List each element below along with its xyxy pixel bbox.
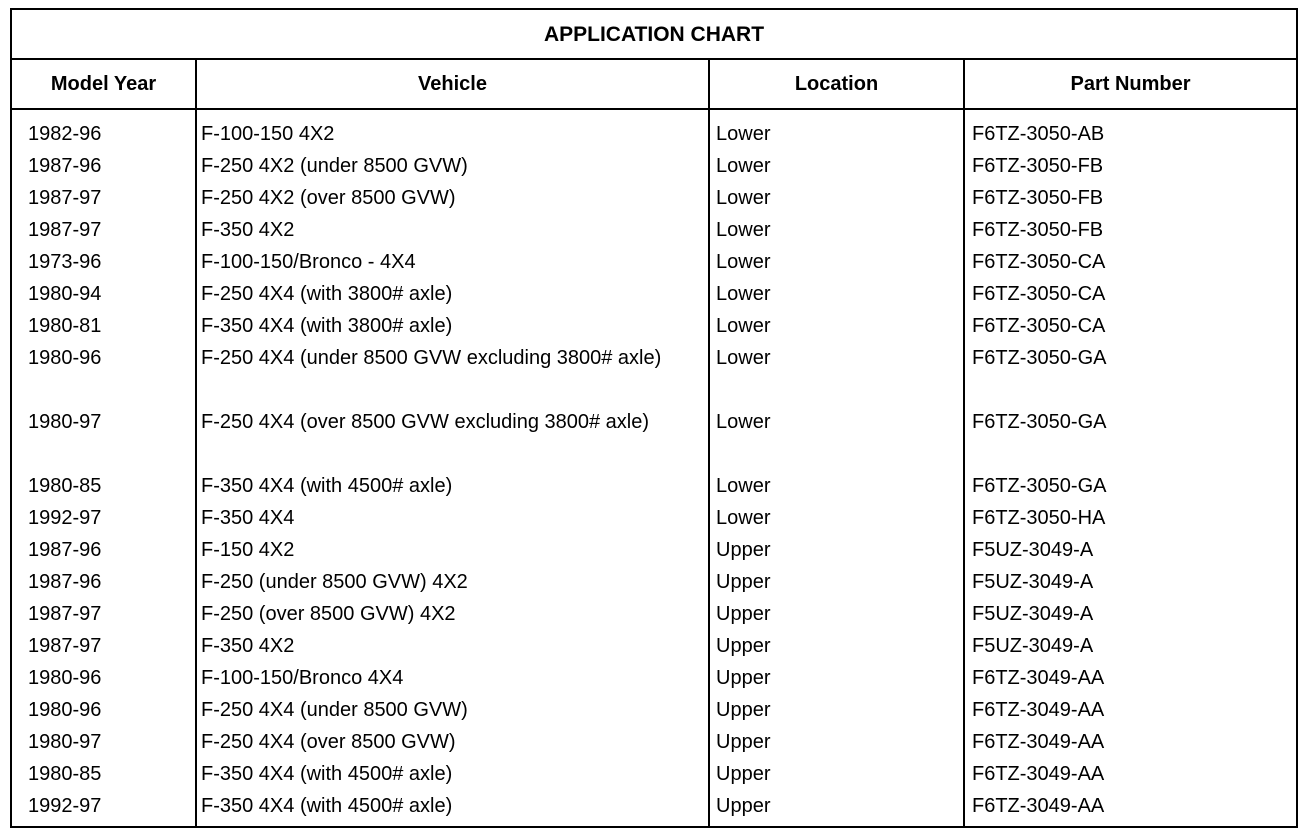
table-row — [12, 150, 1296, 182]
part-number-cell: F6TZ-3050-HA — [972, 507, 1106, 529]
location-cell: Upper — [716, 699, 771, 721]
table-row — [12, 662, 1296, 694]
table-row — [12, 246, 1296, 278]
header-vehicle: Vehicle — [418, 73, 487, 95]
model-year-cell: 1992-97 — [28, 795, 102, 817]
part-number-cell: F6TZ-3050-CA — [972, 251, 1106, 273]
application-chart-table — [10, 8, 1298, 828]
table-row — [12, 118, 1296, 150]
part-number-cell: F6TZ-3050-GA — [972, 475, 1107, 497]
vehicle-cell: F-350 4X4 (with 4500# axle) — [201, 475, 453, 497]
part-number-cell: F6TZ-3049-AA — [972, 763, 1105, 785]
header-model-year: Model Year — [50, 73, 157, 95]
table-row — [12, 534, 1296, 566]
vehicle-cell: F-350 4X2 — [201, 219, 295, 241]
part-number-cell: F5UZ-3049-A — [972, 571, 1094, 593]
table-row — [12, 502, 1296, 534]
vehicle-cell: F-350 4X4 (with 3800# axle) — [201, 315, 453, 337]
vehicle-cell: F-350 4X2 — [201, 635, 295, 657]
part-number-cell: F5UZ-3049-A — [972, 635, 1094, 657]
model-year-cell: 1980-94 — [28, 283, 102, 305]
table-row — [12, 406, 1296, 470]
part-number-cell: F5UZ-3049-A — [972, 603, 1094, 625]
vehicle-cell: F-250 4X4 (over 8500 GVW) — [201, 731, 456, 753]
table-row — [12, 566, 1296, 598]
table-row — [12, 342, 1296, 406]
part-number-cell: F6TZ-3050-AB — [972, 123, 1105, 145]
location-cell: Lower — [716, 251, 771, 273]
vehicle-cell: F-100-150/Bronco - 4X4 — [201, 251, 416, 273]
part-number-cell: F6TZ-3050-FB — [972, 219, 1104, 241]
vehicle-cell: F-350 4X4 — [201, 507, 295, 529]
table-row — [12, 182, 1296, 214]
part-number-cell: F6TZ-3050-GA — [972, 411, 1107, 433]
location-cell: Upper — [716, 635, 771, 657]
model-year-cell: 1980-85 — [28, 475, 102, 497]
model-year-cell: 1987-97 — [28, 219, 102, 241]
model-year-cell: 1973-96 — [28, 251, 102, 273]
model-year-cell: 1982-96 — [28, 123, 102, 145]
table-row — [12, 598, 1296, 630]
location-cell: Upper — [716, 763, 771, 785]
model-year-cell: 1980-96 — [28, 347, 102, 369]
location-cell: Lower — [716, 347, 771, 369]
part-number-cell: F6TZ-3049-AA — [972, 795, 1105, 817]
table-row — [12, 630, 1296, 662]
vehicle-cell: F-250 4X2 (over 8500 GVW) — [201, 187, 456, 209]
part-number-cell: F6TZ-3050-FB — [972, 155, 1104, 177]
location-cell: Lower — [716, 219, 771, 241]
table-body — [12, 118, 1296, 822]
model-year-cell: 1992-97 — [28, 507, 102, 529]
vehicle-cell: F-350 4X4 (with 4500# axle) — [201, 763, 453, 785]
model-year-cell: 1987-97 — [28, 635, 102, 657]
location-cell: Upper — [716, 795, 771, 817]
table-row — [12, 726, 1296, 758]
location-cell: Upper — [716, 731, 771, 753]
location-cell: Lower — [716, 283, 771, 305]
table-row — [12, 758, 1296, 790]
table-row — [12, 790, 1296, 822]
vehicle-cell: F-100-150 4X2 — [201, 123, 335, 145]
model-year-cell: 1987-96 — [28, 155, 102, 177]
model-year-cell: 1987-97 — [28, 603, 102, 625]
part-number-cell: F6TZ-3050-FB — [972, 187, 1104, 209]
vehicle-cell: F-250 (over 8500 GVW) 4X2 — [201, 603, 456, 625]
location-cell: Lower — [716, 315, 771, 337]
vehicle-cell: F-250 4X4 (under 8500 GVW) — [201, 699, 468, 721]
location-cell: Lower — [716, 507, 771, 529]
vehicle-cell: F-250 (under 8500 GVW) 4X2 — [201, 571, 468, 593]
table-row — [12, 470, 1296, 502]
location-cell: Upper — [716, 571, 771, 593]
model-year-cell: 1980-81 — [28, 315, 102, 337]
model-year-cell: 1980-97 — [28, 411, 102, 433]
location-cell: Lower — [716, 475, 771, 497]
table-header-row — [12, 60, 1296, 110]
model-year-cell: 1987-96 — [28, 571, 102, 593]
vehicle-cell: F-250 4X4 (over 8500 GVW excluding 3800# axle) — [201, 411, 650, 433]
vehicle-cell: F-100-150/Bronco 4X4 — [201, 667, 404, 689]
part-number-cell: F6TZ-3049-AA — [972, 667, 1105, 689]
table-row — [12, 214, 1296, 246]
part-number-cell: F5UZ-3049-A — [972, 539, 1094, 561]
part-number-cell: F6TZ-3049-AA — [972, 699, 1105, 721]
model-year-cell: 1980-85 — [28, 763, 102, 785]
vehicle-cell: F-250 4X4 (under 8500 GVW excluding 3800# axle) — [201, 347, 662, 369]
location-cell: Lower — [716, 411, 771, 433]
model-year-cell: 1987-96 — [28, 539, 102, 561]
table-row — [12, 694, 1296, 726]
chart-title: APPLICATION CHART — [12, 10, 1296, 60]
location-cell: Lower — [716, 187, 771, 209]
table-row — [12, 310, 1296, 342]
vehicle-cell: F-250 4X2 (under 8500 GVW) — [201, 155, 468, 177]
header-part-number: Part Number — [1070, 73, 1191, 95]
table-row — [12, 278, 1296, 310]
location-cell: Upper — [716, 603, 771, 625]
vehicle-cell: F-350 4X4 (with 4500# axle) — [201, 795, 453, 817]
part-number-cell: F6TZ-3049-AA — [972, 731, 1105, 753]
location-cell: Upper — [716, 539, 771, 561]
model-year-cell: 1980-97 — [28, 731, 102, 753]
part-number-cell: F6TZ-3050-GA — [972, 347, 1107, 369]
vehicle-cell: F-250 4X4 (with 3800# axle) — [201, 283, 453, 305]
header-location: Location — [794, 73, 879, 95]
location-cell: Lower — [716, 155, 771, 177]
model-year-cell: 1987-97 — [28, 187, 102, 209]
location-cell: Upper — [716, 667, 771, 689]
part-number-cell: F6TZ-3050-CA — [972, 315, 1106, 337]
model-year-cell: 1980-96 — [28, 667, 102, 689]
vehicle-cell: F-150 4X2 — [201, 539, 295, 561]
part-number-cell: F6TZ-3050-CA — [972, 283, 1106, 305]
model-year-cell: 1980-96 — [28, 699, 102, 721]
location-cell: Lower — [716, 123, 771, 145]
